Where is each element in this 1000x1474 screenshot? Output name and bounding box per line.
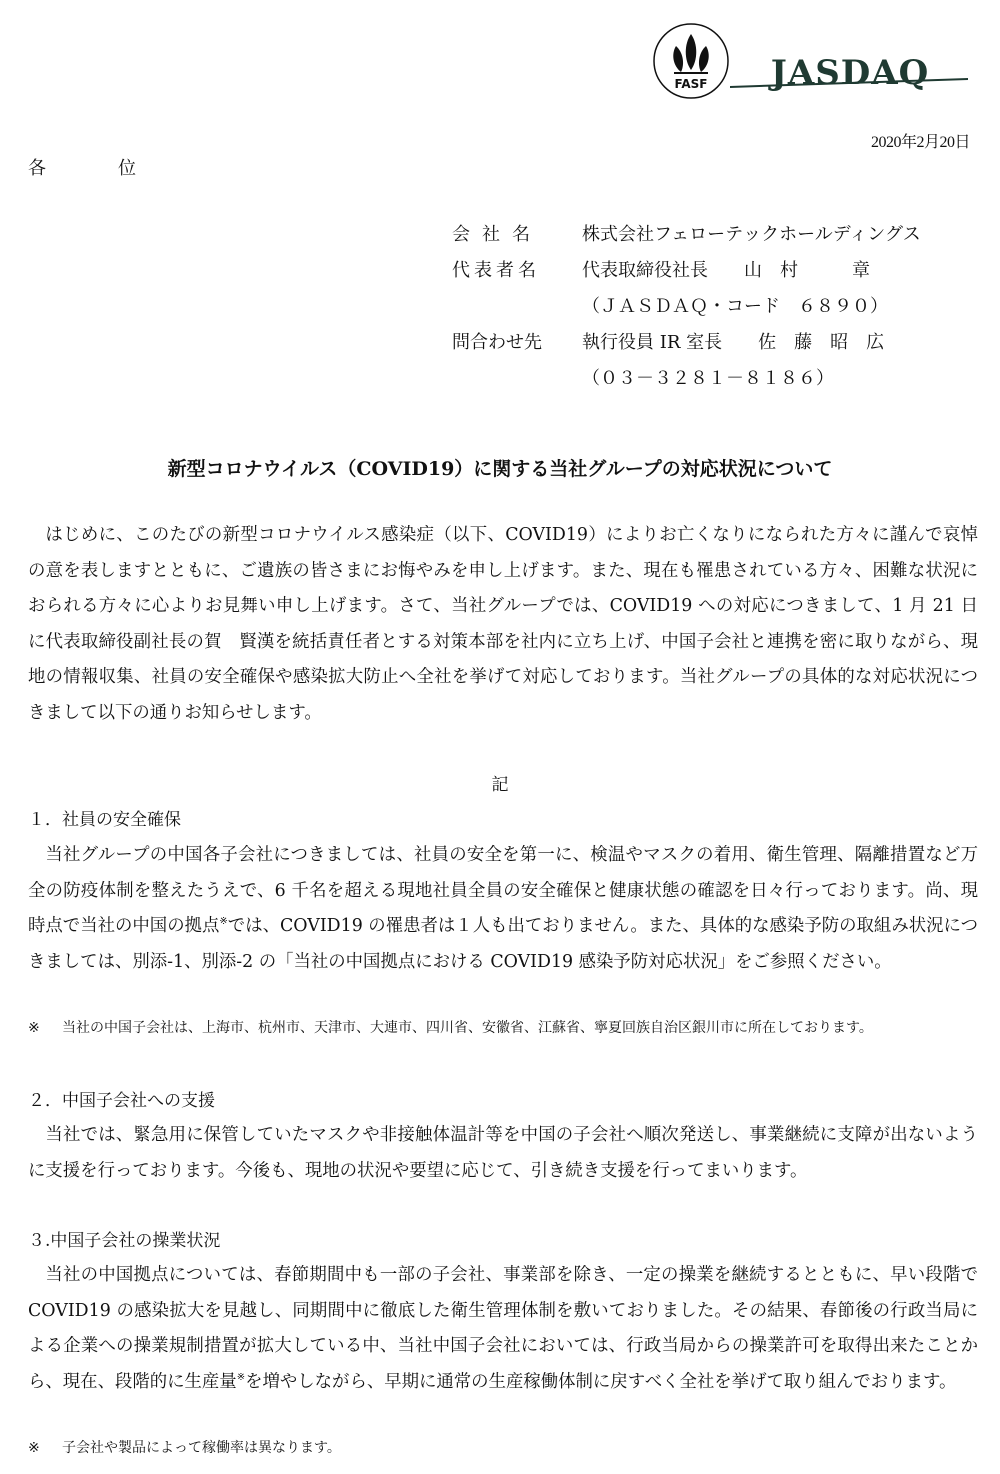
ki-mark: 記: [491, 775, 509, 795]
company-name: 株式会社フェローテックホールディングス: [582, 224, 921, 245]
contact-person: 執行役員 IR 室長 佐 藤 昭 広: [582, 332, 885, 353]
info-row-representative: [452, 253, 921, 289]
info-row-contact: [452, 325, 921, 361]
section-3-text: 当社の中国拠点については、春節期間中も一部の子会社、事業部を除き、一定の操業を継続するとともに、早い段階で COVID19 の感染拡大を見越し、同期間中に徹底した衛生管理体制を敷いておりました。その結果、春節後の行政当局による企業への操業規制措置が拡大している中、当社中国子会社においては、行政当局からの操業許可を取得出来たことから、現在、段階的に生産量: [28, 1265, 978, 1392]
info-label: 会社名: [452, 224, 542, 245]
info-label: 代表者名: [452, 260, 540, 281]
note-text: 子会社や製品によって稼働率は異なります。: [62, 1440, 341, 1456]
addressee-part: 各: [28, 158, 46, 179]
note-mark: ※: [28, 1440, 40, 1456]
company-info: [452, 217, 921, 397]
footnote-mark: ※: [219, 916, 228, 928]
info-row-code: [452, 289, 921, 325]
fasf-logo-text: FASF: [674, 77, 708, 91]
section-2-text: 当社では、緊急用に保管していたマスクや非接触体温計等を中国の子会社へ順次発送し、事業継続に支障が出ないように支援を行っております。今後も、現地の状況や要望に応じて、引き続き支援を行ってまいります。: [28, 1125, 978, 1181]
page-title: 新型コロナウイルス（COVID19）に関する当社グループの対応状況について: [167, 458, 833, 480]
document-date: 2020年2月20日: [870, 134, 970, 151]
info-row-company: [452, 217, 921, 253]
info-label: [452, 361, 582, 397]
section-1-note: [28, 1017, 873, 1037]
intro-paragraph: [28, 518, 978, 731]
info-label: 問合わせ先: [452, 332, 542, 353]
jasdaq-logo: [728, 48, 973, 98]
section-3-heading: ３.中国子会社の操業状況: [28, 1231, 221, 1251]
section-1-text: 当社グループの中国各子会社につきましては、社員の安全を第一に、検温やマスクの着用、衛生管理、隔離措置など万全の防疫体制を整えたうえで、6 千名を超える現地社員全員の安全確保と健康状態の確認を日々行っております。尚、現時点で当社の中国の拠点: [28, 845, 978, 936]
footnote-mark: ※: [236, 1371, 246, 1383]
section-3-note: [28, 1437, 341, 1457]
section-1-body: [28, 838, 978, 980]
info-label: [452, 289, 582, 325]
fasf-logo: [652, 22, 730, 100]
representative: 代表取締役社長 山 村 章: [582, 260, 870, 281]
section-3-body: [28, 1258, 978, 1400]
section-3-text: を増やしながら、早期に通常の生産稼働体制に戻すべく全社を挙げて取り組んでおります。: [245, 1371, 957, 1392]
jasdaq-logo-text: JASDAQ: [770, 53, 930, 93]
addressee-part: 位: [118, 158, 136, 179]
section-2-body: [28, 1118, 978, 1189]
section-1-text: では、COVID19 の罹患者は１人も出ておりません。また、具体的な感染予防の取組み状況につきましては、別添-1、別添-2 の「当社の中国拠点における COVID19 感染予防対応状況」をご参照ください。: [28, 916, 978, 972]
intro-text: はじめに、このたびの新型コロナウイルス感染症（以下、COVID19）によりお亡くなりになられた方々に謹んで哀悼の意を表しますとともに、ご遺族の皆さまにお悔やみを申し上げます。また、現在も罹患されている方々、困難な状況におられる方々に心よりお見舞い申し上げます。さて、当社グループでは、COVID19 への対応につきまして、1 月 21 日に代表取締役副社長の賀 賢漢を統括責任者とする対策本部を社内に立ち上げ、中国子会社と連携を密に取りながら、現地の情報収集、社員の安全確保や感染拡大防止へ全社を挙げて対応しております。当社グループの具体的な対応状況につきまして以下の通りお知らせします。: [28, 525, 978, 723]
note-mark: ※: [28, 1020, 40, 1036]
section-2-heading: ２．中国子会社への支援: [28, 1091, 215, 1111]
info-row-phone: [452, 361, 921, 397]
stock-code: （ＪＡＳＤＡＱ・コード ６８９０）: [582, 296, 888, 317]
addressee: [28, 154, 136, 180]
section-1-heading: １．社員の安全確保: [28, 810, 181, 830]
note-text: 当社の中国子会社は、上海市、杭州市、天津市、大連市、四川省、安徽省、江蘇省、寧夏回族自治区銀川市に所在しております。: [62, 1020, 873, 1036]
contact-phone: （０３－３２８１－８１８６）: [582, 368, 834, 389]
